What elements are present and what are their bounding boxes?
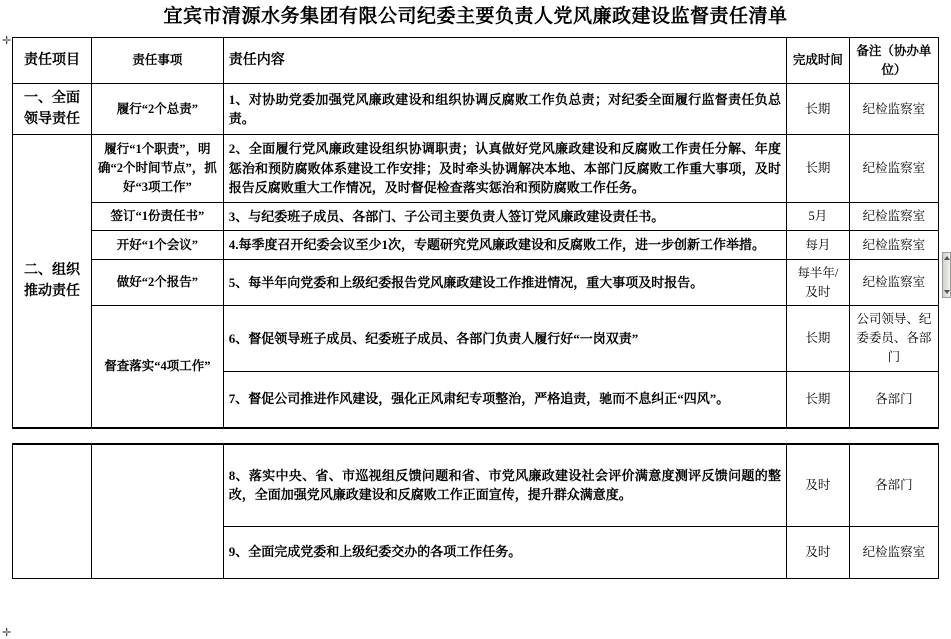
page-break-gap — [12, 428, 939, 444]
table-row — [13, 444, 939, 526]
cell-content: 3、与纪委班子成员、各部门、子公司主要负责人签订党风廉政建设责任书。 — [223, 202, 786, 231]
cell-content: 6、督促领导班子成员、纪委班子成员、各部门负责人履行好“一岗双责” — [223, 306, 786, 371]
cell-note: 各部门 — [849, 371, 938, 427]
cell-note: 各部门 — [849, 444, 938, 526]
table-row — [13, 259, 939, 306]
cell-time: 长期 — [787, 306, 850, 371]
header-note-unit: 备注（协办单位） — [849, 37, 938, 84]
margin-mark-top: ✛ — [2, 35, 12, 47]
table-row — [13, 84, 939, 135]
cell-time: 5月 — [787, 202, 850, 231]
margin-mark-bottom: ✛ — [2, 627, 12, 639]
header-responsibility-matter: 责任事项 — [92, 37, 224, 84]
cell-content: 8、落实中央、省、市巡视组反馈问题和省、市党风廉政建设社会评价满意度测评反馈问题的整改，全面加强党风廉政建设和反腐败工作正面宣传，提升群众满意度。 — [223, 444, 786, 526]
cell-note: 纪检监察室 — [849, 259, 938, 306]
table-header-row — [13, 37, 939, 84]
header-responsibility-item: 责任项目 — [13, 37, 92, 84]
cell-note: 纪检监察室 — [849, 202, 938, 231]
cell-matter — [92, 444, 224, 578]
cell-note: 纪检监察室 — [849, 231, 938, 260]
table-row — [13, 231, 939, 260]
header-completion-time: 完成时间 — [787, 37, 850, 84]
cell-time: 长期 — [787, 84, 850, 135]
cell-time: 及时 — [787, 526, 850, 578]
cell-content: 1、对协助党委加强党风廉政建设和组织协调反腐败工作负总责；对纪委全面履行监督责任负总责。 — [223, 84, 786, 135]
table-row — [13, 306, 939, 371]
responsibility-table-wrapper — [0, 37, 951, 428]
scroll-down-icon[interactable] — [944, 290, 950, 294]
cell-content: 4.每季度召开纪委会议至少1次，专题研究党风廉政建设和反腐败工作，进一步创新工作举措。 — [223, 231, 786, 260]
cell-note: 公司领导、纪委委员、各部门 — [849, 306, 938, 371]
cell-matter: 开好“1个会议” — [92, 231, 224, 260]
cell-time: 及时 — [787, 444, 850, 526]
cell-matter: 签订“1份责任书” — [92, 202, 224, 231]
cell-matter: 履行“2个总责” — [92, 84, 224, 135]
cell-time: 长期 — [787, 371, 850, 427]
scrollbar-handle[interactable] — [942, 252, 951, 298]
responsibility-table-page1 — [12, 37, 939, 428]
cell-content: 5、每半年向党委和上级纪委报告党风廉政建设工作推进情况，重大事项及时报告。 — [223, 259, 786, 306]
scroll-up-icon[interactable] — [944, 256, 950, 260]
cell-content: 7、督促公司推进作风建设，强化正风肃纪专项整治，严格追责，驰而不息纠正“四风”。 — [223, 371, 786, 427]
responsibility-table-page2 — [12, 444, 939, 579]
cell-note: 纪检监察室 — [849, 526, 938, 578]
cell-content: 2、全面履行党风廉政建设组织协调职责；认真做好党风廉政建设和反腐败工作责任分解、年度惩治和预防腐败体系建设工作安排；及时牵头协调解决本地、本部门反腐败工作重大事项，及时报告反腐败重大工作情况，及时督促检查落实惩治和预防腐败工作任务。 — [223, 135, 786, 203]
table-row — [13, 135, 939, 203]
table-row — [13, 202, 939, 231]
cell-item: 一、全面领导责任 — [13, 84, 92, 135]
cell-note: 纪检监察室 — [849, 135, 938, 203]
cell-time: 每半年/及时 — [787, 259, 850, 306]
cell-matter: 督查落实“4项工作” — [92, 306, 224, 427]
cell-item: 二、组织推动责任 — [13, 135, 92, 427]
header-responsibility-content: 责任内容 — [223, 37, 786, 84]
cell-note: 纪检监察室 — [849, 84, 938, 135]
cell-matter: 做好“2个报告” — [92, 259, 224, 306]
cell-item — [13, 444, 92, 578]
responsibility-table-wrapper-continued — [0, 444, 951, 579]
cell-time: 每月 — [787, 231, 850, 260]
cell-time: 长期 — [787, 135, 850, 203]
cell-content: 9、全面完成党委和上级纪委交办的各项工作任务。 — [223, 526, 786, 578]
cell-matter: 履行“1个职责”，明确“2个时间节点”，抓好“3项工作” — [92, 135, 224, 203]
page-title: 宜宾市清源水务集团有限公司纪委主要负责人党风廉政建设监督责任清单 — [163, 6, 788, 27]
